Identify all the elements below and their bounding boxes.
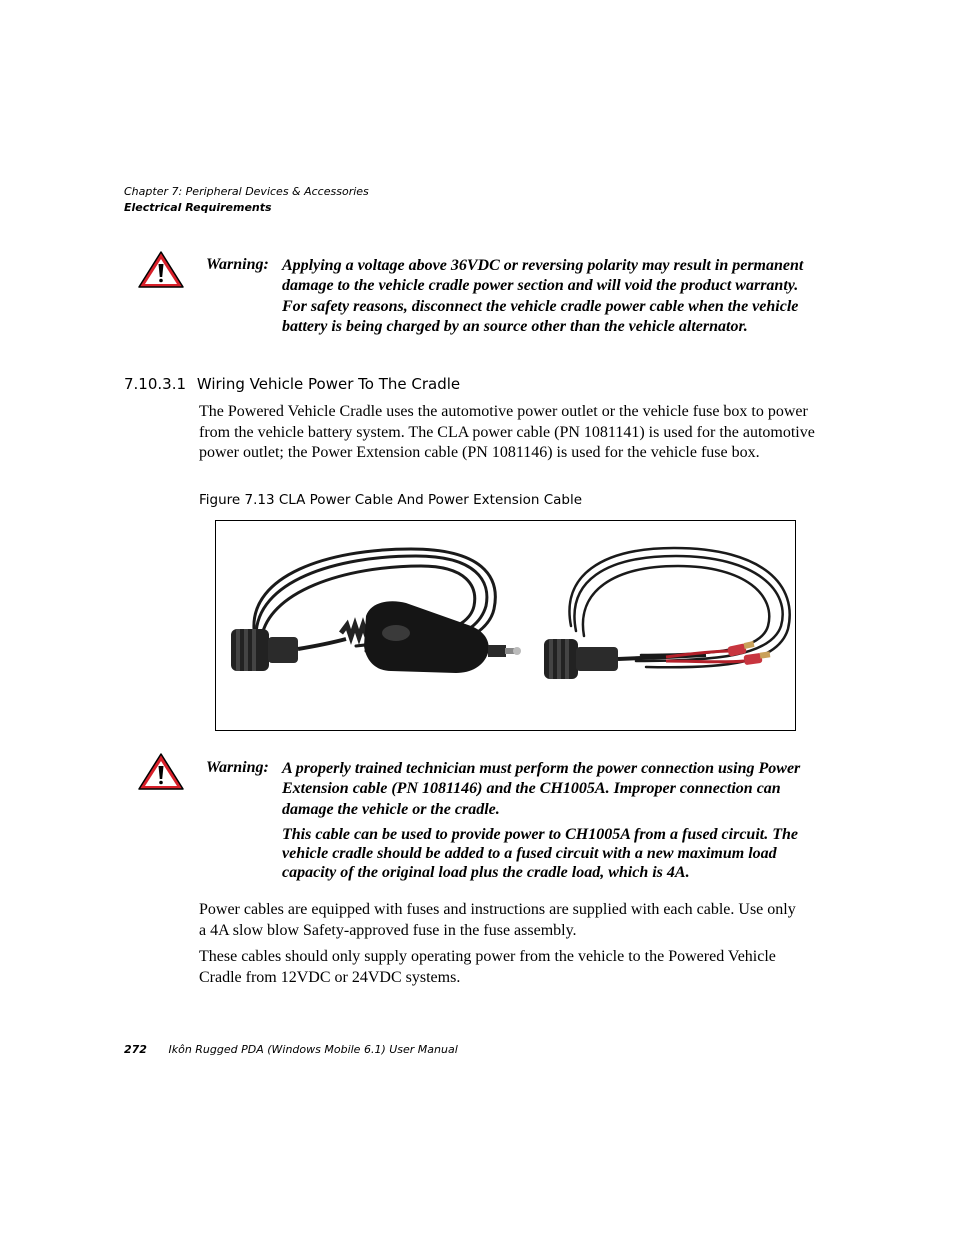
- warning-text-continued: This cable can be used to provide power to CH1005A from a fused circuit. The vehicle cradle should be added to a fused circuit with a new maximum load capacity of the original load plus the cradle load, which is 4A.: [282, 826, 798, 881]
- section-heading: [124, 375, 460, 393]
- warning-label: Warning:: [206, 256, 269, 273]
- cable-photo: [216, 521, 795, 730]
- cla-round-connector: [231, 629, 346, 671]
- body-paragraph: The Powered Vehicle Cradle uses the automotive power outlet or the vehicle fuse box to power from the vehicle battery system. The CLA power cable (PN 1081141) is used for the automotive power outlet; the Power Extension cable (PN 1081146) is used for the vehicle fuse box.: [199, 403, 815, 461]
- cla-lighter-plug: [364, 601, 521, 673]
- figure-image: [215, 520, 796, 731]
- body-paragraph: Power cables are equipped with fuses and instructions are supplied with each cable. Use only a 4A slow blow Safety-approved fuse in the fuse assembly.: [199, 901, 796, 939]
- warning-text: A properly trained technician must perform the power connection using Power Extension cable (PN 1081146) and the CH1005A. Improper connection can damage the vehicle or the cradle.: [282, 760, 801, 818]
- page-number: 272: [124, 1043, 147, 1056]
- figure-caption: Figure 7.13 CLA Power Cable And Power Extension Cable: [199, 492, 583, 508]
- section-header: Electrical Requirements: [124, 201, 272, 214]
- body-paragraph: These cables should only supply operating power from the vehicle to the Powered Vehicle Cradle from 12VDC or 24VDC systems.: [199, 948, 776, 986]
- warning-text: Applying a voltage above 36VDC or reversing polarity may result in permanent damage to the vehicle cradle power section and will void the product warranty. For safety reasons, disconnect the vehicle cradle power cable when the vehicle battery is being charged by an source other than the vehicle alternator.: [282, 257, 804, 335]
- page-footer: [124, 1043, 458, 1056]
- chapter-header: Chapter 7: Peripheral Devices & Accessories: [124, 185, 369, 198]
- manual-title: Ikôn Rugged PDA (Windows Mobile 6.1) User Manual: [168, 1043, 458, 1056]
- warning-icon: [137, 752, 185, 792]
- warning-label: Warning:: [206, 759, 269, 776]
- section-title: Wiring Vehicle Power To The Cradle: [196, 375, 461, 393]
- cla-strain-relief: [341, 625, 367, 637]
- section-number: 7.10.3.1: [124, 375, 187, 393]
- warning-icon: [137, 250, 185, 290]
